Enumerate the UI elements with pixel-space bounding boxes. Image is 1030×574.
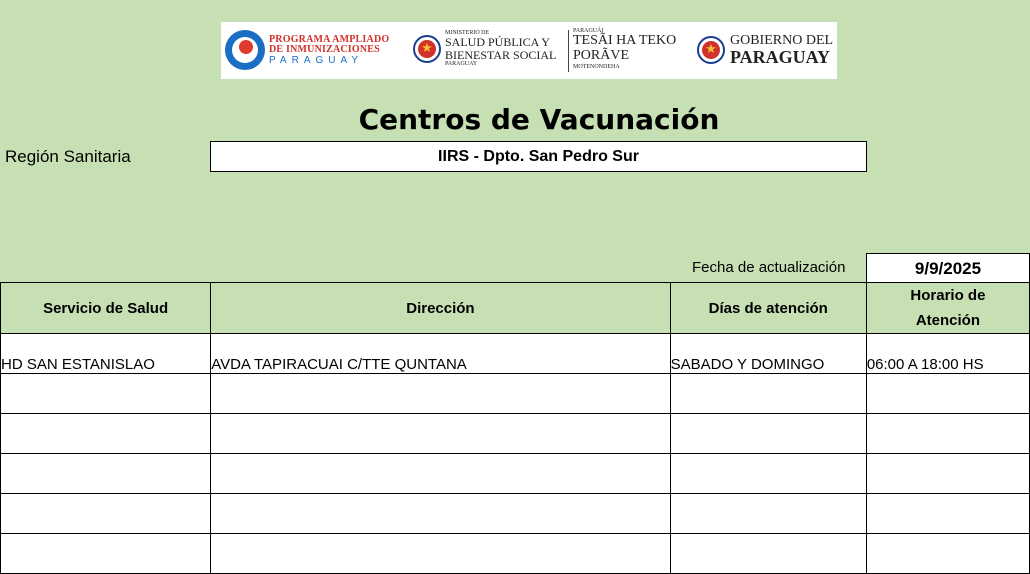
- gobierno-seal-icon: [697, 36, 725, 64]
- cell-servicio[interactable]: [1, 454, 211, 494]
- msp-logo: [413, 30, 556, 68]
- cell-servicio[interactable]: [1, 374, 211, 414]
- cell-horario[interactable]: [866, 374, 1029, 414]
- update-date-label: Fecha de actualización: [692, 259, 846, 276]
- cell-horario[interactable]: [866, 534, 1029, 574]
- region-label: Región Sanitaria: [5, 147, 131, 166]
- cell-servicio[interactable]: [1, 494, 211, 534]
- msp-line1: SALUD PÚBLICA Y: [445, 35, 550, 50]
- gobierno-line1: GOBIERNO DEL: [730, 33, 834, 48]
- table-row: [1, 494, 1030, 534]
- cell-dias[interactable]: [670, 454, 866, 494]
- cell-direccion[interactable]: [211, 414, 670, 454]
- cell-dias[interactable]: [670, 414, 866, 454]
- cell-dias[interactable]: [670, 534, 866, 574]
- header-direccion[interactable]: Dirección: [211, 283, 670, 334]
- gobierno-logo: [697, 34, 833, 66]
- page-title: Centros de Vacunación: [358, 103, 720, 136]
- pai-logo: [225, 30, 389, 70]
- tesai-line2: PORÃVE: [573, 47, 630, 63]
- cell-horario[interactable]: 06:00 A 18:00 HS: [866, 334, 1029, 374]
- table-row: [1, 414, 1030, 454]
- vaccination-centers-table: [0, 282, 1030, 574]
- msp-line2: BIENESTAR SOCIAL: [445, 47, 557, 62]
- table-row: [1, 534, 1030, 574]
- paraguay-seal-icon: [413, 35, 441, 63]
- cell-direccion[interactable]: [211, 454, 670, 494]
- cell-dias[interactable]: SABADO Y DOMINGO: [670, 334, 866, 374]
- cell-servicio[interactable]: [1, 534, 211, 574]
- tesai-small-bottom: MOTENONDEHA: [573, 63, 620, 70]
- cell-direccion[interactable]: [211, 534, 670, 574]
- pai-emblem-icon: [225, 30, 265, 70]
- tesai-line1: TESÃI HA TEKO: [573, 33, 677, 49]
- update-date-cell[interactable]: 9/9/2025: [866, 253, 1030, 284]
- cell-direccion[interactable]: [211, 374, 670, 414]
- header-horario[interactable]: [866, 283, 1029, 334]
- cell-dias[interactable]: [670, 374, 866, 414]
- logo-divider: [568, 30, 569, 72]
- gobierno-line2: PARAGUAY: [730, 47, 831, 67]
- header-dias[interactable]: Días de atención: [670, 283, 866, 334]
- cell-servicio[interactable]: HD SAN ESTANISLAO: [1, 334, 211, 374]
- header-horario-text: Horario de Atención: [910, 287, 986, 329]
- region-value-cell[interactable]: IIRS - Dpto. San Pedro Sur: [210, 141, 867, 172]
- header-servicio[interactable]: Servicio de Salud: [1, 283, 211, 334]
- tesai-logo: [573, 28, 676, 70]
- table-row: [1, 374, 1030, 414]
- cell-horario[interactable]: [866, 454, 1029, 494]
- pai-line3: PARAGUAY: [269, 54, 364, 66]
- table-row: [1, 454, 1030, 494]
- msp-small-bottom: PARAGUAY: [445, 61, 478, 68]
- pai-line1: PROGRAMA AMPLIADO: [269, 33, 390, 45]
- cell-dias[interactable]: [670, 494, 866, 534]
- logo-banner: [221, 22, 837, 79]
- cell-servicio[interactable]: [1, 414, 211, 454]
- tesai-small-top: PARAGUÁI: [573, 28, 604, 34]
- cell-direccion[interactable]: [211, 494, 670, 534]
- cell-horario[interactable]: [866, 414, 1029, 454]
- cell-direccion[interactable]: AVDA TAPIRACUAI C/TTE QUNTANA: [211, 334, 670, 374]
- msp-small-top: MINISTERIO DE: [445, 30, 490, 36]
- cell-horario[interactable]: [866, 494, 1029, 534]
- table-row: [1, 334, 1030, 374]
- table-header-row: [1, 283, 1030, 334]
- pai-line2: DE INMUNIZACIONES: [269, 43, 380, 55]
